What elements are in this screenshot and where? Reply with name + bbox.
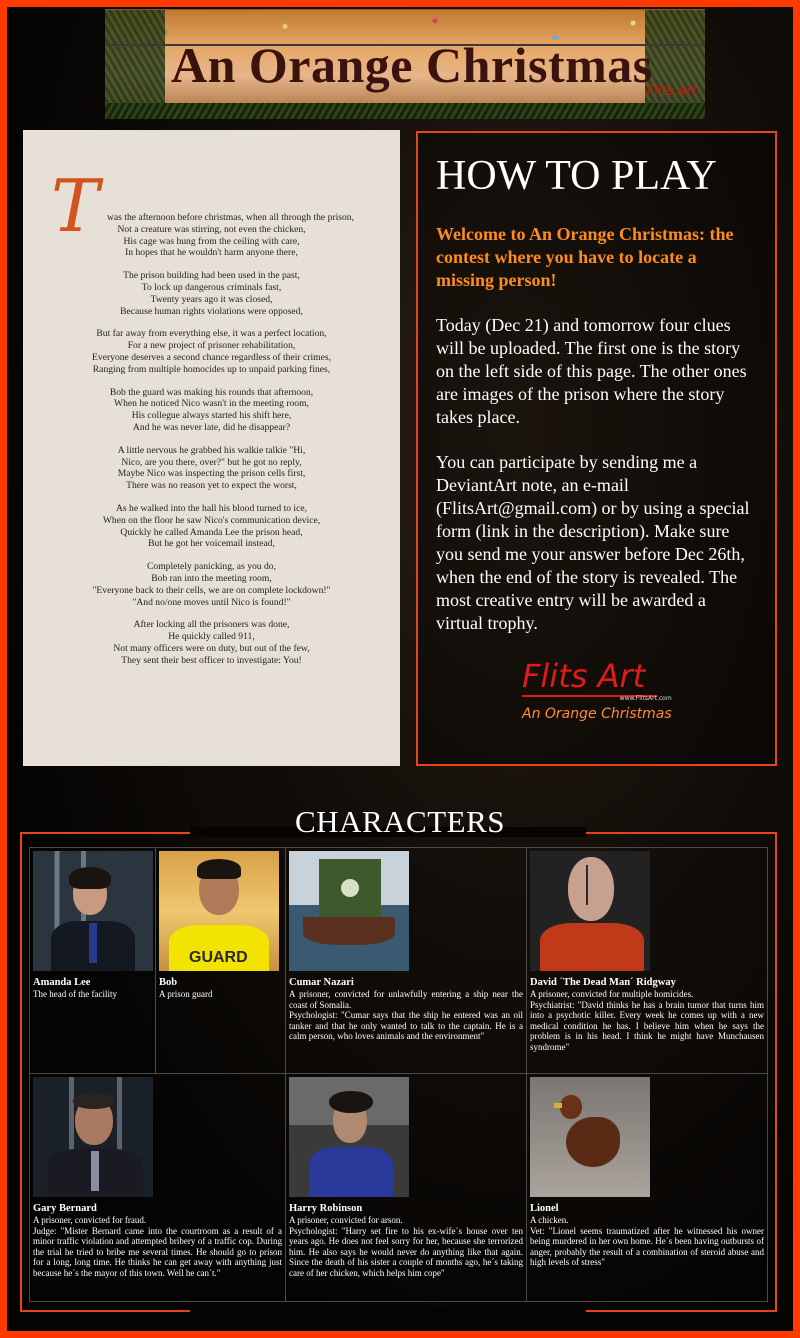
story-line: "And no/one moves until Nico is found!" [132, 596, 291, 608]
character-description-line: A prisoner, convicted for arson. [289, 1215, 403, 1225]
character-description-line: Psychologist: "Harry set fire to his ex-wife´s house over ten years ago. He does not feel sorry for her, because she terrorized him. He also says he would never do anything like that again. Since the death of his sister a couple of months ago, he´s taking care of her chicken, which helps him cope" [289, 1225, 523, 1278]
story-stanza [23, 503, 400, 550]
banner-logo-url: www.FlitsArt.com [653, 99, 697, 105]
character-card [527, 1074, 768, 1302]
story-dropcap: T [51, 164, 100, 248]
story-line: For a new project of prisoner rehabilitation, [127, 340, 296, 352]
story-line: Completely panicking, as you do, [147, 561, 276, 573]
story-line: Not a creature was stirring, not even the chicken, [117, 223, 306, 235]
story-line: To lock up dangerous criminals fast, [141, 281, 282, 293]
lionel-portrait [530, 1077, 650, 1197]
character-description [159, 989, 282, 1000]
story-line: Because human rights violations were opposed, [120, 305, 303, 317]
characters-row-2 [30, 1074, 768, 1302]
story-line: His collegue always started his shift here, [131, 410, 292, 422]
character-name: Lionel [530, 1203, 559, 1214]
story-line: Twenty years ago it was closed, [150, 293, 273, 305]
harry-robinson-portrait [289, 1077, 409, 1197]
cumar-nazari-portrait [289, 851, 409, 971]
character-name: Gary Bernard [33, 1203, 97, 1214]
story-line: His cage was hung from the ceiling with care, [123, 235, 300, 247]
character-description [530, 1215, 764, 1268]
story-stanza [23, 445, 400, 492]
logo-url: www.FlitsArt.com [619, 695, 672, 702]
story-line: In hopes that he wouldn't harm anyone there, [125, 247, 298, 259]
banner-title: An Orange Christmas [171, 37, 653, 93]
character-card [156, 848, 286, 1074]
frame-gap-bottom [190, 1307, 586, 1317]
story-line: Nico, are you there, over?" but he got no reply, [121, 456, 302, 468]
story-line: They sent their best officer to investigate: You! [121, 654, 302, 666]
character-description-line: The head of the facility [33, 989, 117, 999]
character-description-line: Judge: "Mister Bernard came into the courtroom as a result of a minor traffic violation and attempted bribery of a traffic cop. During the trial he tried to bribe me several times. He should go to prison for a long, long time. He thinks he can get away with anything just because he´s the mayor of this town. Well he can´t." [33, 1225, 282, 1278]
story-line: was the afternoon before christmas, when all through the prison, [107, 212, 354, 223]
header-banner [105, 9, 705, 119]
banner-logo-text: Flits Art [646, 84, 697, 99]
story-stanza [23, 387, 400, 434]
characters-table [29, 847, 768, 1302]
character-description-line: Psychiatrist: "David thinks he has a brain tumor that turns him into a psychotic killer. Every week he comes up with a new medical condition he has. I believe him when he says the problem is in his head. I think he might have Munchausen syndrome" [530, 999, 764, 1052]
story-line: Bob the guard was making his rounds that afternoon, [109, 386, 314, 398]
character-card [30, 848, 156, 1074]
character-description-line: A prison guard [159, 989, 213, 999]
character-card [286, 1074, 527, 1302]
story-line: He quickly called 911, [168, 631, 255, 643]
character-name: Bob [159, 977, 178, 988]
page-frame [7, 7, 793, 1331]
how-to-play-panel [416, 131, 777, 766]
character-description-line: A prisoner, convicted for multiple homicides. [530, 989, 694, 999]
flitsart-logo [522, 659, 672, 722]
character-card [30, 1074, 286, 1302]
character-description [289, 989, 523, 1042]
character-description [530, 989, 764, 1052]
pine-branches-bottom [105, 103, 705, 119]
character-description [33, 989, 152, 1000]
story-stanza [23, 619, 400, 666]
character-card [527, 848, 768, 1074]
character-description-line: Vet: "Lionel seems traumatized after he witnessed his owner being murdered in her own home. He´s been having outbursts of anger, probably the result of a combination of steroid abuse and high levels of stress" [530, 1225, 764, 1267]
story-line: There was no reason yet to expect the worst, [126, 480, 297, 492]
character-name: Cumar Nazari [289, 977, 354, 988]
story-line: Everyone deserves a second chance regardless of their crimes, [92, 351, 331, 363]
story-line: And he was never late, did he disappear? [132, 421, 291, 433]
character-description [289, 1215, 523, 1278]
story-panel [23, 130, 400, 766]
story-line: But he got her voicemail instead, [148, 538, 275, 550]
story-line: Bob ran into the meeting room, [151, 572, 272, 584]
story-line: Maybe Nico was inspecting the prison cells first, [117, 468, 306, 480]
story-line: The prison building had been used in the past, [123, 270, 300, 282]
story-stanza [23, 328, 400, 375]
character-card [286, 848, 527, 1074]
logo-subtitle: An Orange Christmas [522, 706, 672, 722]
character-name: Amanda Lee [33, 977, 91, 988]
character-description-line: A prisoner, convicted for unlawfully entering a ship near the coast of Somalia. [289, 989, 523, 1010]
story-line: But far away from everything else, it was a perfect location, [96, 328, 327, 340]
characters-row-1 [30, 848, 768, 1074]
story-poem [23, 212, 400, 667]
story-stanza [23, 270, 400, 317]
story-line: As he walked into the hall his blood turned to ice, [115, 502, 308, 514]
story-line: Ranging from multiple homocides up to unpaid parking fines, [92, 363, 331, 375]
story-line: When he noticed Nico wasn't in the meeting room, [114, 398, 309, 410]
character-description-line: A prisoner, convicted for fraud. [33, 1215, 147, 1225]
story-line: When on the floor he saw Nico's communication device, [102, 514, 321, 526]
characters-title: CHARACTERS [295, 804, 505, 839]
guard-shirt-text: GUARD [189, 949, 248, 966]
logo-text: Flits Art [522, 657, 646, 695]
instructions-paragraph-2: You can participate by sending me a DeviantArt note, an e-mail (FlitsArt@gmail.com) or by using a special form (link in the description). Make sure you send me your answer before Dec 26th, when the end of the story is revealed. The most creative entry will be awarded a virtual trophy. [436, 452, 750, 633]
character-description-line: A chicken. [530, 1215, 569, 1225]
banner-logo [647, 84, 697, 105]
instructions-paragraph-1: Today (Dec 21) and tomorrow four clues will be uploaded. The first one is the story on the left side of this page. The other ones are images of the prison where the story takes place. [436, 315, 747, 427]
welcome-text: Welcome to An Orange Christmas: the contest where you have to locate a missing person! [436, 224, 734, 290]
bob-portrait [159, 851, 279, 971]
story-line: Quickly he called Amanda Lee the prison head, [120, 526, 303, 538]
character-name: Harry Robinson [289, 1203, 363, 1214]
character-name: David ´The Dead Man´ Ridgway [530, 977, 676, 988]
gary-bernard-portrait [33, 1077, 153, 1197]
amanda-lee-portrait [33, 851, 153, 971]
character-description [33, 1215, 282, 1278]
david-ridgway-portrait [530, 851, 650, 971]
how-to-play-title: HOW TO PLAY [436, 153, 717, 199]
story-line: Not many officers were on duty, but out of the few, [113, 642, 310, 654]
story-line: "Everyone back to their cells, we are on complete lockdown!" [92, 584, 331, 596]
story-line: After locking all the prisoners was done, [133, 619, 290, 631]
character-description-line: Psychologist: "Cumar says that the ship he entered was an oil tanker and that he only wanted to talk to the captain. He is a calm person, who loves animals and the environment" [289, 1010, 523, 1041]
story-stanza [23, 561, 400, 608]
story-line: A little nervous he grabbed his walkie talkie "Hi, [117, 444, 306, 456]
